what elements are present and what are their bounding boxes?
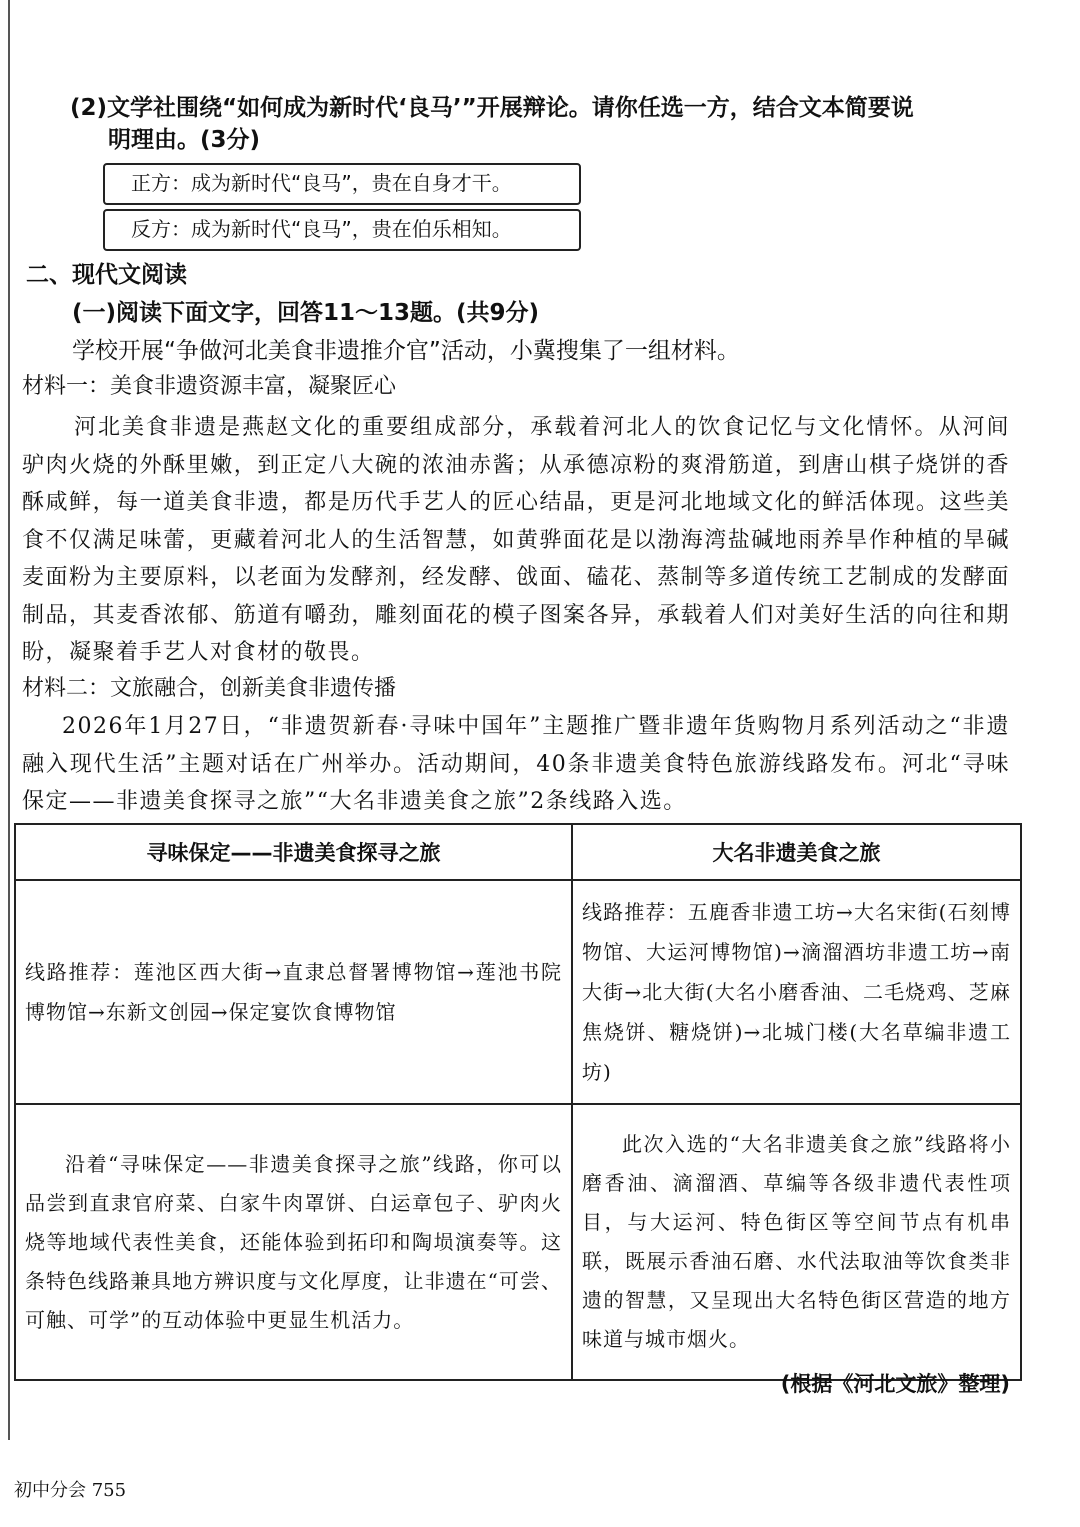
option-con-box — [103, 209, 581, 251]
material1-body: 河北美食非遗是燕赵文化的重要组成部分，承载着河北人的饮食记忆与文化情怀。从河间驴肉火烧的外酥里嫩，到正定八大碗的浓油赤酱；从承德凉粉的爽滑筋道，到唐山棋子烧饼的香酥咸鲜，每一道美食非遗，都是历代手艺人的匠心结晶，更是河北地域文化的鲜活体现。这些美食不仅满足味蕾，更藏着河北人的生活智慧，如黄骅面花是以渤海湾盐碱地雨养旱作种植的旱碱麦面粉为主要原料，以老面为发酵剂，经发酵、戗面、磕花、蒸制等多道传统工艺制成的发酵面制品，其麦香浓郁、筋道有嚼劲，雕刻面花的模子图案各异，承载着人们对美好生活的向往和期盼，凝聚着手艺人对食材的敬畏。 — [22, 415, 1010, 665]
table-desc-row — [15, 1104, 1021, 1380]
material2-title: 材料二：文旅融合，创新美食非遗传播 — [22, 676, 397, 701]
table-cell-daming-route — [572, 880, 1021, 1104]
table-cell-baoding-route — [15, 880, 572, 1104]
routes-table — [14, 823, 1022, 1381]
material1-title: 材料一：美食非遗资源丰富，凝聚匠心 — [22, 374, 397, 399]
page-left-edge — [8, 0, 10, 1440]
question-line-1: (2)文学社围绕“如何成为新时代‘良马’”开展辩论。请你任选一方，结合文本简要说 — [70, 95, 914, 121]
table-header-baoding: 寻味保定——非遗美食探寻之旅 — [15, 824, 572, 880]
footer-page-label: 初中分会 755 — [14, 1480, 127, 1501]
source-note: (根据《河北文旅》整理) — [780, 1372, 1010, 1396]
table-route-row — [15, 880, 1021, 1104]
question-line-2: 明理由。(3分) — [108, 127, 261, 153]
section-heading: 二、现代文阅读 — [26, 262, 187, 288]
section-intro: 学校开展“争做河北美食非遗推介官”活动，小冀搜集了一组材料。 — [72, 338, 740, 364]
option-pro-box — [103, 163, 581, 205]
table-cell-baoding-desc — [15, 1104, 572, 1380]
option-con-text: 反方：成为新时代“良马”，贵在伯乐相知。 — [131, 217, 512, 241]
daming-desc-text: 此次入选的“大名非遗美食之旅”线路将小磨香油、滴溜酒、草编等各级非遗代表性项目，与大运河、特色街区等空间节点有机串联，既展示香油石磨、水代法取油等饮食类非遗的智慧，又呈现出大名特色街区营造的地方味道与城市烟火。 — [582, 1132, 1011, 1351]
option-pro-text: 正方：成为新时代“良马”，贵在自身才干。 — [131, 171, 512, 195]
daming-route-text: 线路推荐：五鹿香非遗工坊→大名宋街(石刻博物馆、大运河博物馆)→滴溜酒坊非遗工坊→南大街→北大街(大名小磨香油、二毛烧鸡、芝麻焦烧饼、糖烧饼)→北城门楼(大名草编非遗工坊) — [582, 900, 1011, 1084]
material2-body: 2026年1月27日，“非遗贺新春·寻味中国年”主题推广暨非遗年货购物月系列活动之“非遗融入现代生活”主题对话在广州举办。活动期间，40条非遗美食特色旅游线路发布。河北“寻味保定——非遗美食探寻之旅”“大名非遗美食之旅”2条线路入选。 — [22, 714, 1010, 814]
table-header-daming: 大名非遗美食之旅 — [572, 824, 1021, 880]
sub-section-heading: (一)阅读下面文字，回答11～13题。(共9分) — [72, 300, 540, 326]
baoding-route-text: 线路推荐：莲池区西大街→直隶总督署博物馆→莲池书院博物馆→东新文创园→保定宴饮食博物馆 — [25, 960, 562, 1024]
table-cell-daming-desc — [572, 1104, 1021, 1380]
baoding-desc-text: 沿着“寻味保定——非遗美食探寻之旅”线路，你可以品尝到直隶官府菜、白家牛肉罩饼、白运章包子、驴肉火烧等地域代表性美食，还能体验到拓印和陶埙演奏等。这条特色线路兼具地方辨识度与文化厚度，让非遗在“可尝、可触、可学”的互动体验中更显生机活力。 — [25, 1151, 562, 1332]
table-header-row — [15, 824, 1021, 880]
